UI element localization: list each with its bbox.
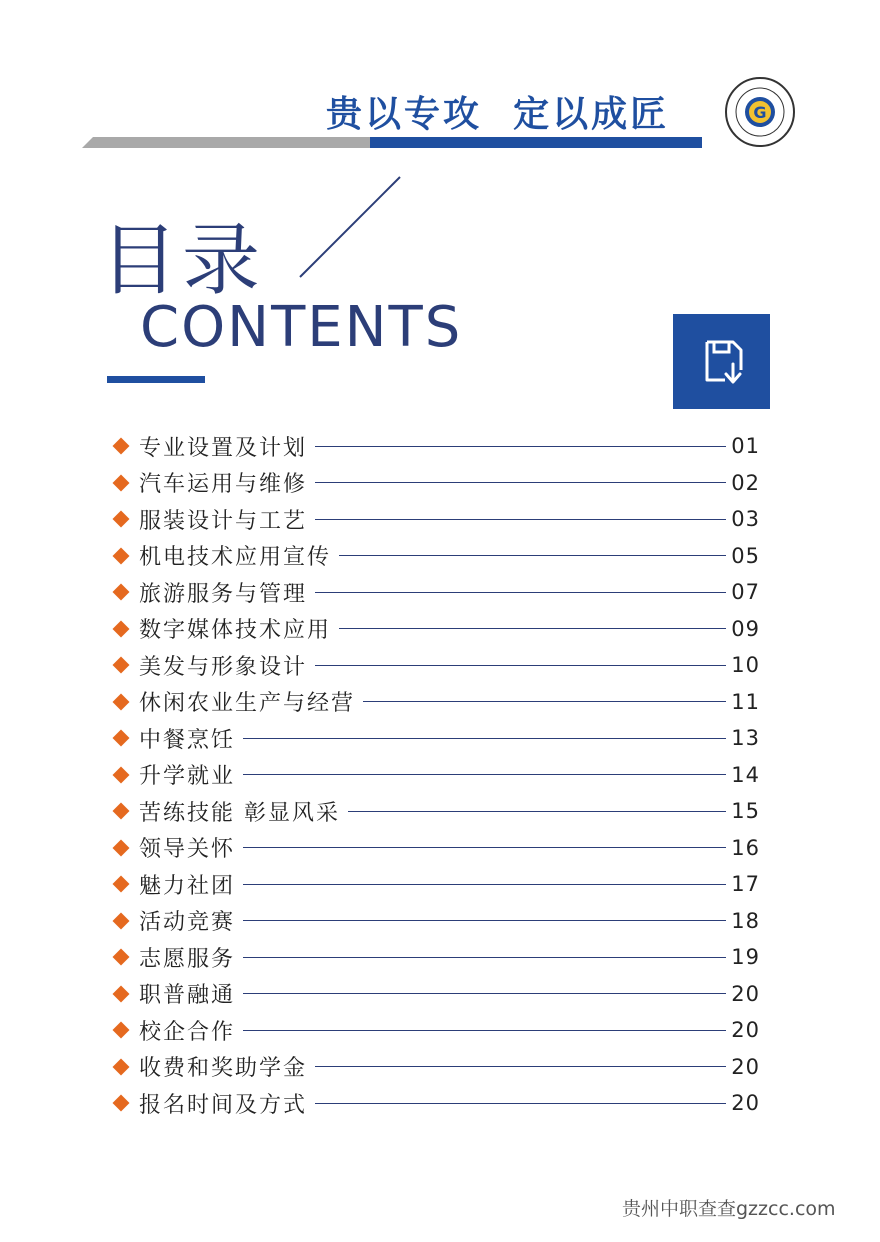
toc-page-number: 20 — [731, 1054, 760, 1079]
table-of-contents — [110, 428, 760, 1122]
title-chinese: 目录 — [100, 216, 265, 306]
toc-item[interactable] — [110, 647, 760, 684]
diamond-bullet-icon — [113, 438, 130, 455]
diamond-bullet-icon — [113, 620, 130, 637]
toc-leader-line — [348, 811, 726, 812]
diamond-bullet-icon — [113, 839, 130, 856]
toc-leader-line — [243, 738, 726, 739]
toc-item[interactable] — [110, 428, 760, 465]
toc-page-number: 20 — [731, 1091, 760, 1116]
toc-leader-line — [315, 1103, 726, 1104]
diamond-bullet-icon — [113, 730, 130, 747]
toc-leader-line — [243, 957, 726, 958]
diamond-bullet-icon — [113, 693, 130, 710]
toc-leader-line — [243, 920, 726, 921]
diamond-bullet-icon — [113, 912, 130, 929]
diamond-bullet-icon — [113, 985, 130, 1002]
toc-item-label: 中餐烹饪 — [139, 727, 236, 753]
diamond-bullet-icon — [113, 547, 130, 564]
toc-page-number: 11 — [731, 689, 760, 714]
toc-item-label: 服装设计与工艺 — [139, 508, 308, 534]
toc-page-number: 01 — [731, 434, 760, 459]
toc-item-label: 魅力社团 — [139, 873, 236, 899]
toc-item-label: 活动竞赛 — [139, 910, 236, 936]
toc-page-number: 03 — [731, 507, 760, 532]
diamond-bullet-icon — [113, 511, 130, 528]
toc-item-label: 旅游服务与管理 — [139, 581, 308, 607]
toc-item-label: 美发与形象设计 — [139, 654, 308, 680]
toc-page-number: 16 — [731, 835, 760, 860]
toc-item-label: 报名时间及方式 — [139, 1092, 308, 1118]
toc-item[interactable] — [110, 720, 760, 757]
toc-page-number: 20 — [731, 1018, 760, 1043]
toc-leader-line — [243, 1030, 726, 1031]
toc-page-number: 17 — [731, 872, 760, 897]
toc-item-label: 志愿服务 — [139, 946, 236, 972]
toc-page-number: 14 — [731, 762, 760, 787]
diamond-bullet-icon — [113, 474, 130, 491]
toc-page-number: 19 — [731, 945, 760, 970]
toc-page-number: 20 — [731, 981, 760, 1006]
header-slogan: 贵以专攻 定以成匠 — [326, 94, 670, 135]
toc-item-label: 苦练技能 彰显风采 — [139, 800, 340, 826]
toc-leader-line — [315, 482, 726, 483]
toc-page-number: 10 — [731, 653, 760, 678]
diamond-bullet-icon — [113, 1058, 130, 1075]
toc-item[interactable] — [110, 684, 760, 721]
diamond-bullet-icon — [113, 949, 130, 966]
toc-page-number: 09 — [731, 616, 760, 641]
toc-item[interactable] — [110, 465, 760, 502]
toc-item[interactable] — [110, 757, 760, 794]
toc-item[interactable] — [110, 1049, 760, 1086]
save-download-icon — [673, 314, 770, 409]
toc-item[interactable] — [110, 976, 760, 1013]
toc-item[interactable] — [110, 866, 760, 903]
toc-page-number: 02 — [731, 470, 760, 495]
toc-item[interactable] — [110, 793, 760, 830]
toc-item-label: 职普融通 — [139, 983, 236, 1009]
toc-leader-line — [339, 555, 726, 556]
toc-item[interactable] — [110, 1012, 760, 1049]
toc-item[interactable] — [110, 939, 760, 976]
toc-leader-line — [315, 592, 726, 593]
watermark: 贵州中职查查gzzcc.com — [622, 1198, 836, 1220]
toc-item-label: 升学就业 — [139, 764, 236, 790]
toc-item-label: 汽车运用与维修 — [139, 472, 308, 498]
toc-leader-line — [243, 884, 726, 885]
toc-item[interactable] — [110, 903, 760, 940]
toc-item[interactable] — [110, 501, 760, 538]
toc-leader-line — [363, 701, 726, 702]
toc-item-label: 专业设置及计划 — [139, 435, 308, 461]
toc-page-number: 05 — [731, 543, 760, 568]
toc-page-number: 13 — [731, 726, 760, 751]
toc-leader-line — [243, 847, 726, 848]
toc-item-label: 机电技术应用宣传 — [139, 545, 332, 571]
toc-page-number: 07 — [731, 580, 760, 605]
diamond-bullet-icon — [113, 1095, 130, 1112]
diamond-bullet-icon — [113, 584, 130, 601]
toc-item-label: 数字媒体技术应用 — [139, 618, 332, 644]
toc-item[interactable] — [110, 538, 760, 575]
toc-item[interactable] — [110, 1085, 760, 1122]
toc-item[interactable] — [110, 574, 760, 611]
title-english: CONTENTS — [140, 295, 463, 360]
toc-leader-line — [315, 446, 726, 447]
toc-leader-line — [243, 774, 726, 775]
toc-leader-line — [315, 519, 726, 520]
logo-letter: G — [753, 103, 767, 122]
toc-page-number: 18 — [731, 908, 760, 933]
toc-item-label: 校企合作 — [139, 1019, 236, 1045]
diamond-bullet-icon — [113, 657, 130, 674]
toc-leader-line — [339, 628, 726, 629]
toc-item-label: 休闲农业生产与经营 — [139, 691, 356, 717]
toc-leader-line — [315, 1066, 726, 1067]
diamond-bullet-icon — [113, 1022, 130, 1039]
toc-leader-line — [243, 993, 726, 994]
diamond-bullet-icon — [113, 876, 130, 893]
toc-item-label: 收费和奖助学金 — [139, 1056, 308, 1082]
toc-item[interactable] — [110, 611, 760, 648]
diamond-bullet-icon — [113, 766, 130, 783]
toc-leader-line — [315, 665, 726, 666]
title-underline — [107, 376, 205, 383]
toc-item[interactable] — [110, 830, 760, 867]
toc-item-label: 领导关怀 — [139, 837, 236, 863]
diamond-bullet-icon — [113, 803, 130, 820]
toc-page-number: 15 — [731, 799, 760, 824]
